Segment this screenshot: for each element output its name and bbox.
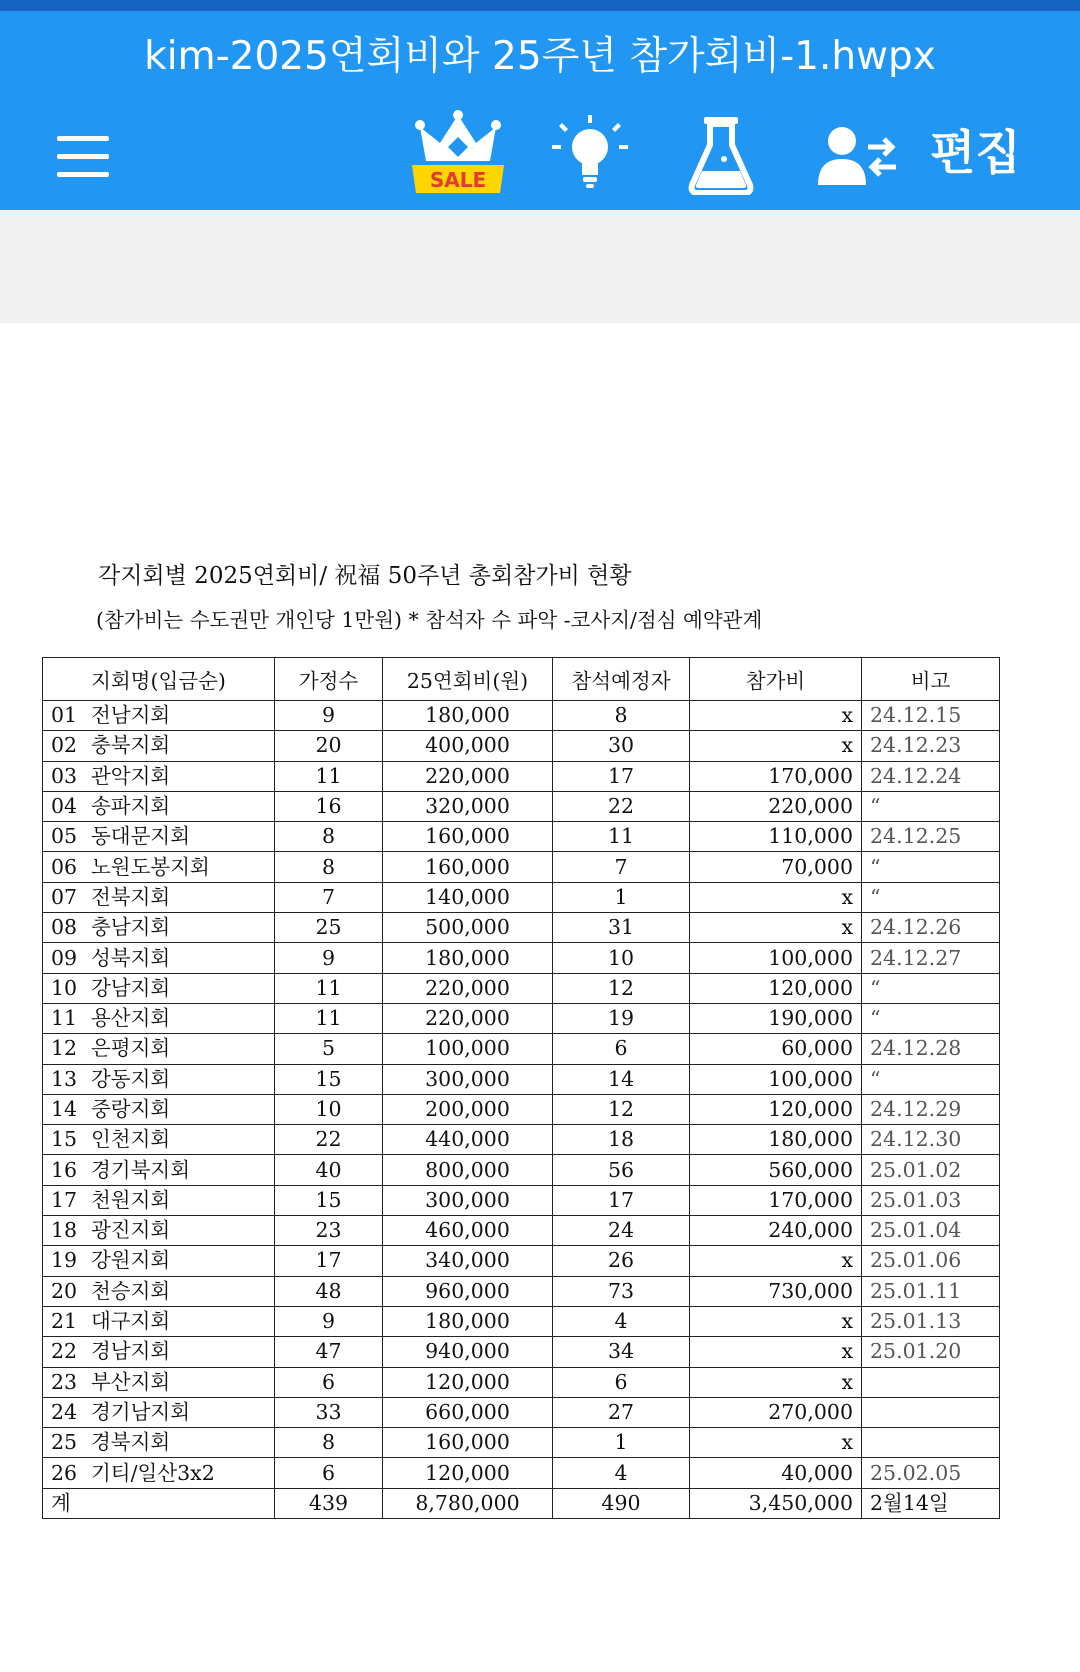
annual-fee-cell: 460,000: [383, 1216, 553, 1246]
attendees-cell: 7: [553, 852, 690, 882]
total-participation-fee: 3,450,000: [690, 1488, 862, 1518]
branch-name: 기티/일산3x2: [91, 1460, 215, 1485]
branch-number: 16: [51, 1157, 78, 1182]
branch-number: 25: [51, 1430, 78, 1455]
households-cell: 8: [275, 1428, 383, 1458]
participation-fee-cell: x: [690, 882, 862, 912]
branch-cell: [43, 1064, 275, 1094]
branch-cell: [43, 701, 275, 731]
doc-subheading: (참가비는 수도권만 개인당 1만원) * 참석자 수 파악 -코사지/점심 예약관계: [96, 608, 763, 632]
col-header-note: 비고: [862, 658, 1000, 701]
note-cell: “: [862, 1003, 1000, 1033]
flask-icon: [688, 115, 754, 195]
annual-fee-cell: 200,000: [383, 1094, 553, 1124]
col-header-households: 가정수: [275, 658, 383, 701]
branch-number: 13: [51, 1066, 78, 1091]
branch-name: 강동지회: [91, 1066, 171, 1091]
households-cell: 11: [275, 761, 383, 791]
table-row: [43, 943, 1000, 973]
branch-name: 경남지회: [91, 1339, 171, 1364]
branch-cell: [43, 1458, 275, 1488]
branch-number: 24: [51, 1399, 78, 1424]
attendees-cell: 4: [553, 1306, 690, 1336]
branch-cell: [43, 761, 275, 791]
branch-name: 경북지회: [91, 1430, 171, 1455]
note-cell: “: [862, 791, 1000, 821]
branch-name: 광진지회: [91, 1218, 171, 1243]
participation-fee-cell: 220,000: [690, 791, 862, 821]
edit-button[interactable]: 편집: [930, 126, 1021, 181]
households-cell: 9: [275, 1306, 383, 1336]
branch-number: 17: [51, 1187, 78, 1212]
branch-cell: [43, 1246, 275, 1276]
branch-name: 성북지회: [91, 945, 171, 970]
branch-name: 전북지회: [91, 884, 171, 909]
note-cell: [862, 1397, 1000, 1427]
households-cell: 8: [275, 852, 383, 882]
table-row: [43, 761, 1000, 791]
branch-name: 동대문지회: [91, 824, 191, 849]
households-cell: 33: [275, 1397, 383, 1427]
table-row: [43, 882, 1000, 912]
annual-fee-cell: 440,000: [383, 1125, 553, 1155]
table-row: [43, 1125, 1000, 1155]
branch-cell: [43, 791, 275, 821]
table-row: [43, 822, 1000, 852]
table-row: [43, 1276, 1000, 1306]
households-cell: 23: [275, 1216, 383, 1246]
branch-number: 22: [51, 1339, 78, 1364]
attendees-cell: 12: [553, 1094, 690, 1124]
col-header-attendees: 참석예정자: [553, 658, 690, 701]
participation-fee-cell: 240,000: [690, 1216, 862, 1246]
households-cell: 16: [275, 791, 383, 821]
sale-button[interactable]: [408, 109, 508, 197]
participation-fee-cell: x: [690, 1428, 862, 1458]
fee-table: [42, 657, 1000, 1519]
participation-fee-cell: x: [690, 731, 862, 761]
branch-name: 전남지회: [91, 703, 171, 728]
branch-number: 02: [51, 733, 78, 758]
households-cell: 15: [275, 1185, 383, 1215]
table-row: [43, 1216, 1000, 1246]
households-cell: 10: [275, 1094, 383, 1124]
branch-number: 20: [51, 1278, 78, 1303]
branch-name: 인천지회: [91, 1127, 171, 1152]
annual-fee-cell: 180,000: [383, 701, 553, 731]
households-cell: 6: [275, 1458, 383, 1488]
branch-number: 23: [51, 1369, 78, 1394]
note-cell: 25.01.20: [862, 1337, 1000, 1367]
total-row: [43, 1488, 1000, 1518]
households-cell: 7: [275, 882, 383, 912]
participation-fee-cell: 110,000: [690, 822, 862, 852]
branch-cell: [43, 973, 275, 1003]
annual-fee-cell: 220,000: [383, 1003, 553, 1033]
annual-fee-cell: 660,000: [383, 1397, 553, 1427]
attendees-cell: 34: [553, 1337, 690, 1367]
attendees-cell: 6: [553, 1034, 690, 1064]
attendees-cell: 17: [553, 761, 690, 791]
attendees-cell: 19: [553, 1003, 690, 1033]
lightbulb-icon: [548, 113, 632, 193]
branch-number: 12: [51, 1036, 78, 1061]
table-header-row: [43, 658, 1000, 701]
col-header-participation-fee: 참가비: [690, 658, 862, 701]
branch-name: 천원지회: [91, 1187, 171, 1212]
col-header-annual-fee: 25연회비(원): [383, 658, 553, 701]
branch-cell: [43, 1034, 275, 1064]
table-row: [43, 1064, 1000, 1094]
households-cell: 9: [275, 701, 383, 731]
note-cell: 24.12.15: [862, 701, 1000, 731]
branch-number: 18: [51, 1218, 78, 1243]
branch-number: 15: [51, 1127, 78, 1152]
participation-fee-cell: 180,000: [690, 1125, 862, 1155]
table-row: [43, 1185, 1000, 1215]
households-cell: 6: [275, 1367, 383, 1397]
table-row: [43, 1428, 1000, 1458]
branch-number: 03: [51, 763, 78, 788]
participation-fee-cell: 730,000: [690, 1276, 862, 1306]
table-row: [43, 731, 1000, 761]
participation-fee-cell: x: [690, 913, 862, 943]
participation-fee-cell: 100,000: [690, 943, 862, 973]
annual-fee-cell: 120,000: [383, 1367, 553, 1397]
col-header-branch: 지회명(입금순): [43, 658, 275, 701]
attendees-cell: 8: [553, 701, 690, 731]
households-cell: 47: [275, 1337, 383, 1367]
table-row: [43, 1155, 1000, 1185]
branch-cell: [43, 913, 275, 943]
annual-fee-cell: 300,000: [383, 1064, 553, 1094]
user-switch-icon: [818, 125, 898, 187]
participation-fee-cell: x: [690, 1246, 862, 1276]
table-row: [43, 1003, 1000, 1033]
branch-number: 21: [51, 1309, 78, 1334]
participation-fee-cell: 100,000: [690, 1064, 862, 1094]
table-row: [43, 973, 1000, 1003]
table-row: [43, 1094, 1000, 1124]
table-row: [43, 913, 1000, 943]
table-row: [43, 1337, 1000, 1367]
note-cell: 24.12.27: [862, 943, 1000, 973]
branch-name: 강남지회: [91, 975, 171, 1000]
branch-cell: [43, 1306, 275, 1336]
branch-number: 07: [51, 884, 78, 909]
households-cell: 17: [275, 1246, 383, 1276]
attendees-cell: 1: [553, 882, 690, 912]
participation-fee-cell: 120,000: [690, 973, 862, 1003]
document-page[interactable]: [0, 323, 1080, 1672]
note-cell: 24.12.23: [862, 731, 1000, 761]
toolbar: [0, 99, 1080, 204]
user-switch-button[interactable]: [818, 121, 898, 191]
note-cell: “: [862, 1064, 1000, 1094]
sale-label: SALE: [429, 168, 487, 192]
branch-number: 10: [51, 975, 78, 1000]
annual-fee-cell: 940,000: [383, 1337, 553, 1367]
participation-fee-cell: 70,000: [690, 852, 862, 882]
annual-fee-cell: 220,000: [383, 973, 553, 1003]
annual-fee-cell: 180,000: [383, 943, 553, 973]
branch-cell: [43, 852, 275, 882]
branch-name: 대구지회: [91, 1309, 171, 1334]
doc-heading: 각지회별 2025연회비/ 祝福 50주년 총회참가비 현황: [98, 563, 632, 589]
branch-cell: [43, 882, 275, 912]
branch-number: 14: [51, 1097, 78, 1121]
table-row: [43, 852, 1000, 882]
table-row: [43, 791, 1000, 821]
participation-fee-cell: x: [690, 1306, 862, 1336]
branch-cell: [43, 943, 275, 973]
total-note: 2월14일: [862, 1488, 1000, 1518]
attendees-cell: 73: [553, 1276, 690, 1306]
total-annual-fee: 8,780,000: [383, 1488, 553, 1518]
branch-name: 경기북지회: [91, 1157, 191, 1182]
annual-fee-cell: 340,000: [383, 1246, 553, 1276]
participation-fee-cell: x: [690, 1337, 862, 1367]
branch-cell: [43, 1155, 275, 1185]
crown-sale-icon: [408, 109, 508, 197]
table-row: [43, 1306, 1000, 1336]
attendees-cell: 22: [553, 791, 690, 821]
branch-name: 은평지회: [91, 1036, 171, 1061]
branch-number: 19: [51, 1248, 78, 1273]
note-cell: “: [862, 973, 1000, 1003]
table-row: [43, 1367, 1000, 1397]
lab-button[interactable]: [686, 113, 756, 197]
branch-name: 충북지회: [91, 733, 171, 758]
attendees-cell: 1: [553, 1428, 690, 1458]
ad-banner-area: [0, 210, 1080, 323]
attendees-cell: 26: [553, 1246, 690, 1276]
note-cell: 24.12.28: [862, 1034, 1000, 1064]
branch-cell: [43, 1367, 275, 1397]
annual-fee-cell: 960,000: [383, 1276, 553, 1306]
annual-fee-cell: 160,000: [383, 852, 553, 882]
note-cell: 25.01.04: [862, 1216, 1000, 1246]
households-cell: 22: [275, 1125, 383, 1155]
branch-name: 용산지회: [91, 1006, 171, 1031]
branch-cell: [43, 1337, 275, 1367]
note-cell: 24.12.26: [862, 913, 1000, 943]
total-label: 계: [43, 1488, 275, 1518]
participation-fee-cell: x: [690, 701, 862, 731]
table-row: [43, 1246, 1000, 1276]
note-cell: [862, 1367, 1000, 1397]
participation-fee-cell: 40,000: [690, 1458, 862, 1488]
participation-fee-cell: 170,000: [690, 1185, 862, 1215]
note-cell: 25.02.05: [862, 1458, 1000, 1488]
document-title: kim-2025연회비와 25주년 참가회비-1.hwpx: [144, 34, 936, 79]
annual-fee-cell: 320,000: [383, 791, 553, 821]
branch-number: 08: [51, 915, 78, 940]
annual-fee-cell: 160,000: [383, 1428, 553, 1458]
menu-icon: [55, 134, 111, 180]
attendees-cell: 14: [553, 1064, 690, 1094]
attendees-cell: 56: [553, 1155, 690, 1185]
branch-number: 01: [51, 703, 78, 728]
table-row: [43, 1397, 1000, 1427]
branch-name: 충남지회: [91, 915, 171, 940]
attendees-cell: 10: [553, 943, 690, 973]
households-cell: 25: [275, 913, 383, 943]
note-cell: 25.01.11: [862, 1276, 1000, 1306]
participation-fee-cell: 560,000: [690, 1155, 862, 1185]
participation-fee-cell: 60,000: [690, 1034, 862, 1064]
note-cell: [862, 1428, 1000, 1458]
note-cell: 25.01.03: [862, 1185, 1000, 1215]
status-bar: [0, 0, 1080, 11]
branch-number: 11: [51, 1006, 78, 1031]
attendees-cell: 11: [553, 822, 690, 852]
participation-fee-cell: 190,000: [690, 1003, 862, 1033]
annual-fee-cell: 220,000: [383, 761, 553, 791]
branch-name: 부산지회: [91, 1369, 171, 1394]
attendees-cell: 18: [553, 1125, 690, 1155]
attendees-cell: 24: [553, 1216, 690, 1246]
note-cell: 24.12.24: [862, 761, 1000, 791]
branch-name: 송파지회: [91, 794, 171, 819]
branch-name: 노원도봉지회: [91, 854, 210, 879]
branch-name: 관악지회: [91, 763, 171, 788]
branch-name: 천승지회: [91, 1278, 171, 1303]
households-cell: 40: [275, 1155, 383, 1185]
households-cell: 9: [275, 943, 383, 973]
attendees-cell: 12: [553, 973, 690, 1003]
branch-number: 04: [51, 794, 78, 819]
attendees-cell: 4: [553, 1458, 690, 1488]
annual-fee-cell: 300,000: [383, 1185, 553, 1215]
households-cell: 20: [275, 731, 383, 761]
branch-name: 경기남지회: [91, 1399, 191, 1424]
participation-fee-cell: x: [690, 1367, 862, 1397]
annual-fee-cell: 400,000: [383, 731, 553, 761]
branch-cell: [43, 731, 275, 761]
note-cell: 25.01.06: [862, 1246, 1000, 1276]
households-cell: 8: [275, 822, 383, 852]
attendees-cell: 27: [553, 1397, 690, 1427]
households-cell: 11: [275, 973, 383, 1003]
annual-fee-cell: 120,000: [383, 1458, 553, 1488]
total-attendees: 490: [553, 1488, 690, 1518]
branch-name: 중랑지회: [91, 1097, 171, 1121]
note-cell: 25.01.13: [862, 1306, 1000, 1336]
table-row: [43, 1034, 1000, 1064]
households-cell: 11: [275, 1003, 383, 1033]
branch-number: 05: [51, 824, 78, 849]
table-body: [43, 701, 1000, 1489]
annual-fee-cell: 160,000: [383, 822, 553, 852]
note-cell: “: [862, 852, 1000, 882]
note-cell: 24.12.30: [862, 1125, 1000, 1155]
note-cell: “: [862, 882, 1000, 912]
branch-number: 26: [51, 1460, 78, 1485]
branch-number: 06: [51, 854, 78, 879]
participation-fee-cell: 170,000: [690, 761, 862, 791]
attendees-cell: 17: [553, 1185, 690, 1215]
table-row: [43, 1458, 1000, 1488]
branch-cell: [43, 1428, 275, 1458]
note-cell: 24.12.25: [862, 822, 1000, 852]
annual-fee-cell: 100,000: [383, 1034, 553, 1064]
note-cell: 24.12.29: [862, 1094, 1000, 1124]
households-cell: 48: [275, 1276, 383, 1306]
menu-button[interactable]: [48, 127, 118, 187]
annual-fee-cell: 140,000: [383, 882, 553, 912]
branch-cell: [43, 1003, 275, 1033]
annual-fee-cell: 500,000: [383, 913, 553, 943]
total-households: 439: [275, 1488, 383, 1518]
attendees-cell: 31: [553, 913, 690, 943]
branch-cell: [43, 1185, 275, 1215]
app-bar: [0, 11, 1080, 210]
participation-fee-cell: 270,000: [690, 1397, 862, 1427]
idea-button[interactable]: [548, 113, 632, 193]
branch-cell: [43, 1125, 275, 1155]
annual-fee-cell: 180,000: [383, 1306, 553, 1336]
households-cell: 15: [275, 1064, 383, 1094]
branch-cell: [43, 1276, 275, 1306]
branch-number: 09: [51, 945, 78, 970]
note-cell: 25.01.02: [862, 1155, 1000, 1185]
branch-cell: [43, 1397, 275, 1427]
annual-fee-cell: 800,000: [383, 1155, 553, 1185]
table-row: [43, 701, 1000, 731]
participation-fee-cell: 120,000: [690, 1094, 862, 1124]
households-cell: 5: [275, 1034, 383, 1064]
branch-name: 강원지회: [91, 1248, 171, 1273]
attendees-cell: 30: [553, 731, 690, 761]
branch-cell: [43, 822, 275, 852]
branch-cell: [43, 1094, 275, 1124]
branch-cell: [43, 1216, 275, 1246]
attendees-cell: 6: [553, 1367, 690, 1397]
